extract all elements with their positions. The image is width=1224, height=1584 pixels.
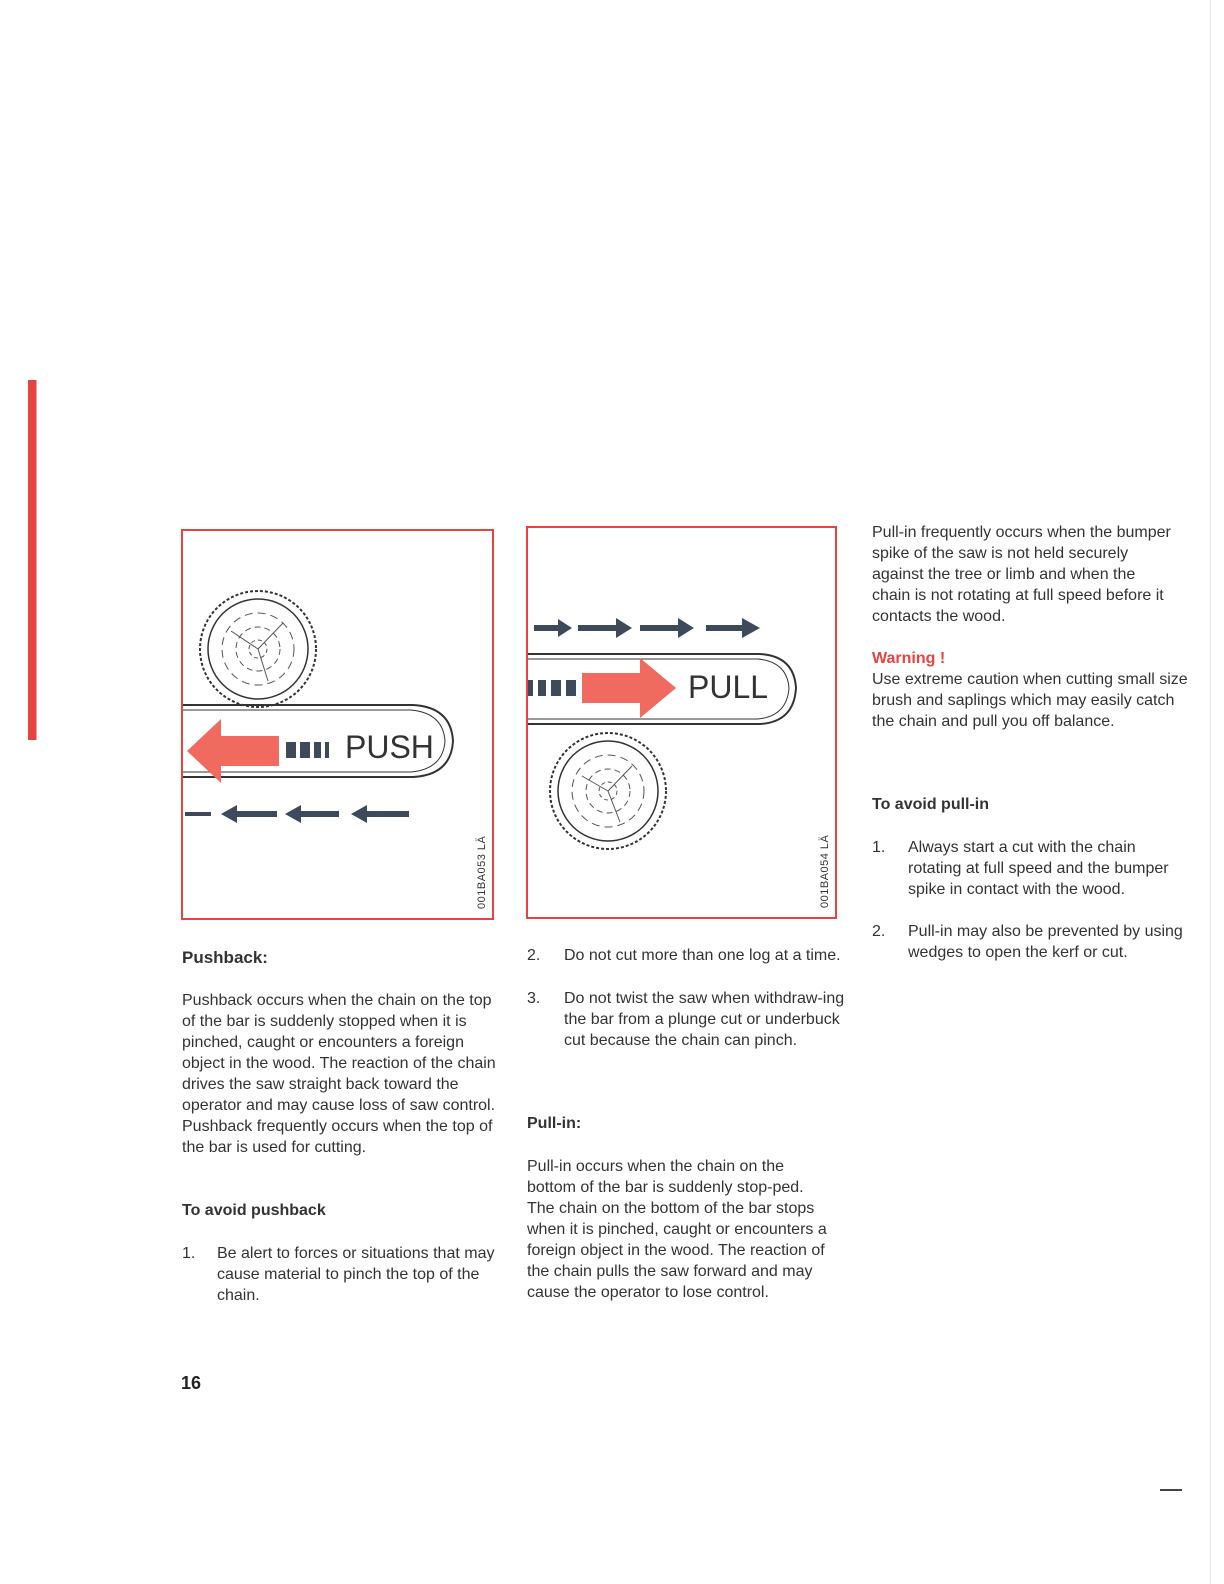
chain-direction-arrows bbox=[534, 618, 760, 638]
pull-arrow-icon bbox=[582, 658, 676, 718]
list-number: 1. bbox=[182, 1245, 196, 1262]
page-number: 16 bbox=[181, 1373, 202, 1393]
pullin-heading: Pull-in: bbox=[527, 1115, 582, 1132]
avoid-pullin-heading: To avoid pull-in bbox=[872, 796, 990, 813]
page-edge bbox=[1210, 0, 1211, 1584]
list-number: 2. bbox=[527, 947, 541, 964]
list-text: Do not twist the saw when withdraw-ing the bar from a plunge cut or underbuck cut because the chain can pinch. bbox=[564, 990, 845, 1049]
pullin-intro: Pull-in frequently occurs when the bumper spike of the saw is not held securely against the tree or limb and when the chain is not rotating at full speed before it contacts the wood. bbox=[872, 524, 1171, 625]
pushback-heading: Pushback: bbox=[182, 948, 268, 967]
pushback-body: Pushback occurs when the chain on the top of the bar is suddenly stopped when it is pinched, caught or encounters a foreign object in the wood. The reaction of the chain drives the saw straight back toward the operator and may cause loss of saw control. Pushback frequently occurs when the top of the bar is used for cutting. bbox=[182, 992, 496, 1156]
log-icon bbox=[550, 733, 666, 849]
push-arrow-icon bbox=[187, 719, 279, 783]
figure-code: 001BA054 LÄ bbox=[819, 834, 831, 908]
page-mark bbox=[1160, 1489, 1182, 1491]
margin-bar bbox=[28, 380, 36, 740]
warning-body: Use extreme caution when cutting small size brush and saplings which may easily catch the chain and pull you off balance. bbox=[872, 671, 1188, 730]
pull-label: PULL bbox=[688, 669, 769, 705]
list-number: 3. bbox=[527, 990, 541, 1007]
list-number: 2. bbox=[872, 923, 886, 940]
figure-pushback bbox=[181, 529, 494, 920]
figure-code: 001BA053 LÄ bbox=[476, 835, 488, 909]
list-text: Be alert to forces or situations that may cause material to pinch the top of the chain. bbox=[217, 1245, 495, 1304]
warning-title: Warning ! bbox=[872, 650, 946, 667]
margin-tick bbox=[36, 380, 37, 740]
pullin-body: Pull-in occurs when the chain on the bottom of the bar is suddenly stop-ped. The chain on the bottom of the bar stops when it is pinched, caught or encounters a foreign object in the wood. The reaction of the chain pulls the saw forward and may cause the operator to lose control. bbox=[527, 1158, 827, 1301]
avoid-pushback-heading: To avoid pushback bbox=[182, 1202, 326, 1219]
chain-direction-arrows bbox=[185, 805, 409, 823]
log-icon bbox=[200, 591, 316, 707]
list-number: 1. bbox=[872, 839, 886, 856]
push-label: PUSH bbox=[345, 729, 434, 765]
figure-pullin bbox=[526, 526, 837, 919]
pushback-illustration bbox=[183, 531, 492, 918]
list-text: Pull-in may also be prevented by using wedges to open the kerf or cut. bbox=[908, 923, 1183, 961]
list-text: Always start a cut with the chain rotating at full speed and the bumper spike in contact with the wood. bbox=[908, 839, 1169, 898]
list-text: Do not cut more than one log at a time. bbox=[564, 947, 841, 964]
pullin-illustration bbox=[528, 528, 835, 917]
